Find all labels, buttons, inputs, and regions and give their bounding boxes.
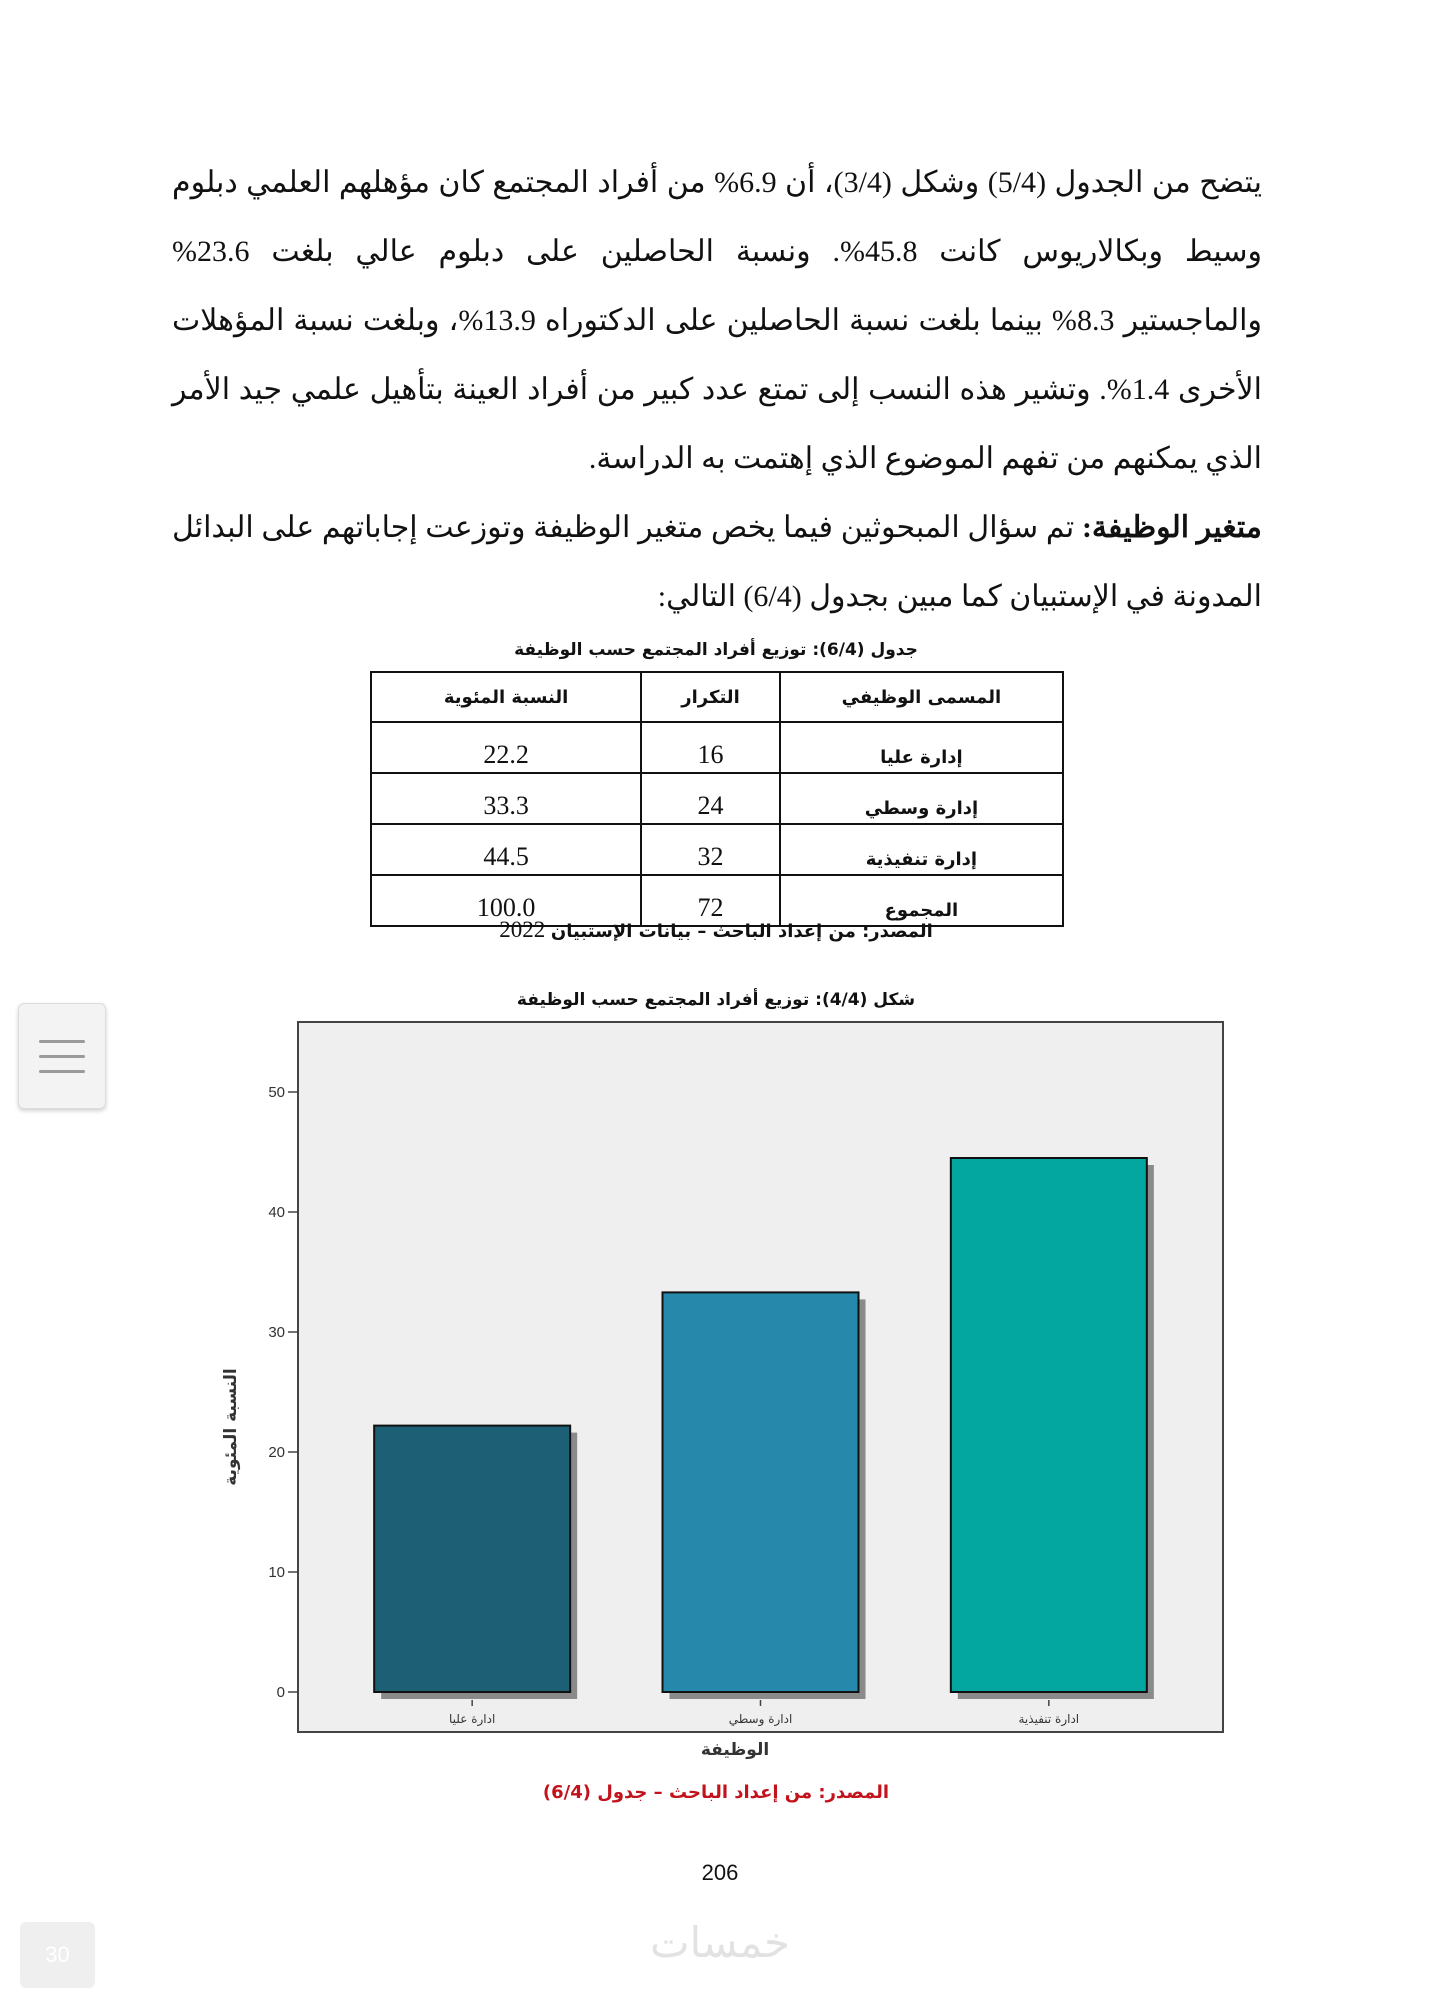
bar xyxy=(951,1158,1147,1692)
chart-title: شكل (4/4): توزيع أفراد المجتمع حسب الوظيفة xyxy=(516,990,916,1010)
hamburger-menu-icon xyxy=(39,1070,85,1073)
y-axis xyxy=(268,1084,298,1701)
chart-source: المصدر: من إعداد الباحث – جدول (6/4) xyxy=(542,1782,890,1803)
bar-chart xyxy=(210,1010,1240,1770)
table-source-label: المصدر: من إعداد الباحث – بيانات الإستبيان xyxy=(550,921,933,942)
cell-percent: 44.5 xyxy=(371,824,641,875)
page-number: 206 xyxy=(701,1860,739,1885)
table-row xyxy=(371,824,1063,875)
x-axis-label: الوظيفة xyxy=(700,1740,770,1760)
y-tick-label: 30 xyxy=(268,1324,285,1341)
table-source-year: 2022 xyxy=(499,917,546,942)
y-tick-label: 20 xyxy=(268,1444,285,1461)
table-row xyxy=(371,773,1063,824)
page-body xyxy=(172,148,1262,631)
hamburger-menu-icon xyxy=(39,1040,85,1043)
table-row xyxy=(371,722,1063,773)
cell-percent: 33.3 xyxy=(371,773,641,824)
cell-percent: 22.2 xyxy=(371,722,641,773)
cell-frequency: 16 xyxy=(641,722,780,773)
cell-job-title: إدارة عليا xyxy=(780,722,1063,773)
x-tick-label: ادارة تنفيذية xyxy=(1018,1712,1080,1726)
cell-job-title: إدارة وسطي xyxy=(780,773,1063,824)
y-axis-label: النسبة المئوية xyxy=(221,1368,241,1486)
cell-percent: 100.0 xyxy=(371,875,641,926)
x-tick-label: ادارة وسطي xyxy=(728,1712,793,1726)
paragraph-lead: متغير الوظيفة: xyxy=(1081,511,1263,544)
y-tick-label: 50 xyxy=(268,1084,285,1101)
page-badge[interactable]: 30 xyxy=(20,1922,95,1988)
hamburger-menu-button[interactable] xyxy=(18,1003,106,1109)
y-tick-label: 0 xyxy=(276,1684,285,1701)
header-percent: النسبة المئوية xyxy=(371,672,641,722)
y-tick-label: 10 xyxy=(268,1564,285,1581)
bar xyxy=(374,1426,570,1692)
cell-job-title: المجموع xyxy=(780,875,1063,926)
cell-frequency: 72 xyxy=(641,875,780,926)
paragraph-qualification: يتضح من الجدول (5/4) وشكل (3/4)، أن 6.9% من أفراد المجتمع كان مؤهلهم العلمي دبلوم وسيط وبكالاريوس كانت 45.8%. ونسبة الحاصلين على دبلوم عالي بلغت 23.6% والماجستير 8.3% بينما بلغت نسبة الحاصلين على الدكتوراه 13.9%، وبلغت نسبة المؤهلات الأخرى 1.4%. وتشير هذه النسب إلى تمتع عدد كبير من أفراد العينة بتأهيل علمي جيد الأمر الذي يمكنهم من تفهم الموضوع الذي إهتمت به الدراسة. xyxy=(172,166,1262,475)
table-header-row xyxy=(371,672,1063,722)
bar xyxy=(663,1292,859,1692)
y-tick-label: 40 xyxy=(268,1204,285,1221)
watermark-logo: خمسات xyxy=(649,1918,791,1967)
header-job-title: المسمى الوظيفي xyxy=(780,672,1063,722)
paragraph-job-variable xyxy=(172,493,1262,631)
job-distribution-table xyxy=(370,671,1064,927)
x-tick-label: ادارة عليا xyxy=(449,1712,496,1726)
table-source xyxy=(370,917,1062,943)
paragraph-text: تم سؤال المبحوثين فيما يخص متغير الوظيفة وتوزعت إجاباتهم على البدائل المدونة في الإستبيان كما مبين بجدول (6/4) التالي: xyxy=(172,511,1262,613)
cell-frequency: 32 xyxy=(641,824,780,875)
cell-job-title: إدارة تنفيذية xyxy=(780,824,1063,875)
hamburger-menu-icon xyxy=(39,1055,85,1058)
cell-frequency: 24 xyxy=(641,773,780,824)
header-frequency: التكرار xyxy=(641,672,780,722)
table-caption: جدول (6/4): توزيع أفراد المجتمع حسب الوظيفة xyxy=(514,640,918,660)
